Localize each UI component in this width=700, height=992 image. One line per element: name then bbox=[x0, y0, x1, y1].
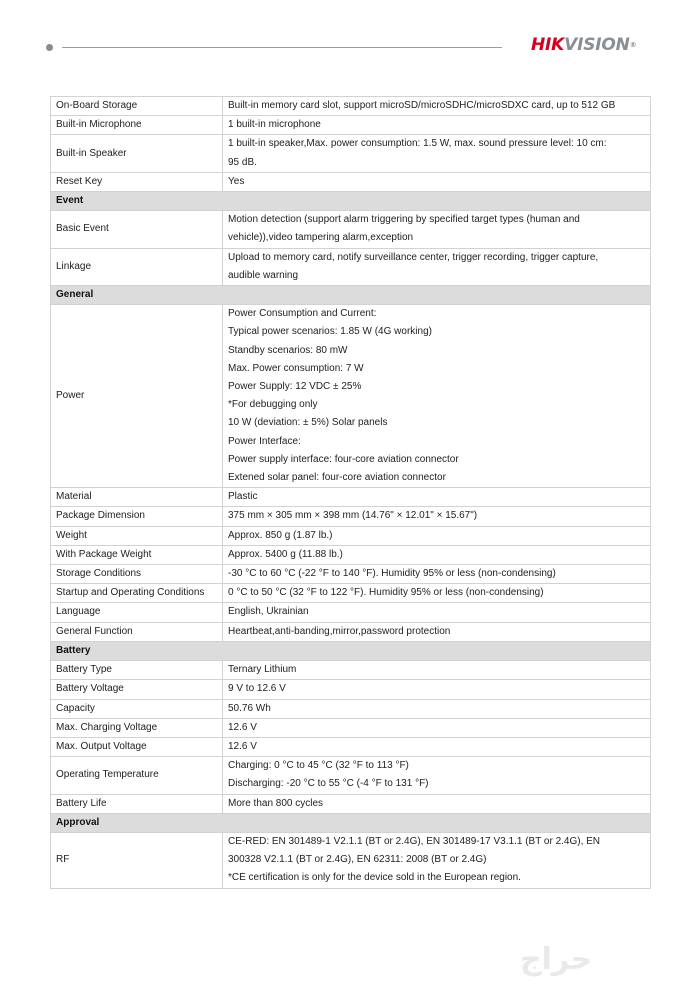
spec-value-line: 300328 V2.1.1 (BT or 2.4G), EN 62311: 2008 (BT or 2.4G) bbox=[228, 854, 487, 866]
spec-value bbox=[223, 172, 651, 191]
spec-value-line: -30 °C to 60 °C (-22 °F to 140 °F). Humidity 95% or less (non-condensing) bbox=[228, 568, 556, 580]
header-rule bbox=[62, 47, 502, 48]
logo-vision: VISION bbox=[564, 35, 630, 55]
spec-value bbox=[223, 699, 651, 718]
spec-value-line: Motion detection (support alarm triggering by specified target types (human and bbox=[228, 214, 580, 226]
spec-value-line: Power supply interface: four-core aviation connector bbox=[228, 453, 459, 465]
spec-value-line: vehicle)),video tampering alarm,exception bbox=[228, 232, 414, 244]
logo-registered: ® bbox=[629, 41, 637, 49]
spec-value-line: Approx. 5400 g (11.88 lb.) bbox=[228, 548, 343, 560]
spec-value-line: Yes bbox=[228, 175, 245, 187]
spec-value bbox=[223, 603, 651, 622]
spec-label: Battery Life bbox=[51, 794, 223, 813]
spec-value bbox=[223, 622, 651, 641]
spec-value bbox=[223, 832, 651, 888]
section-title: Battery bbox=[51, 641, 651, 660]
spec-value bbox=[223, 488, 651, 507]
spec-label: General Function bbox=[51, 622, 223, 641]
spec-row bbox=[51, 584, 651, 603]
spec-label: Operating Temperature bbox=[51, 757, 223, 794]
spec-label: Capacity bbox=[51, 699, 223, 718]
logo-hik: HIK bbox=[531, 35, 565, 55]
spec-value-line: Power Consumption and Current: bbox=[228, 308, 377, 320]
spec-value-line: Approx. 850 g (1.87 lb.) bbox=[228, 529, 333, 541]
spec-value-line: Extened solar panel: four-core aviation connector bbox=[228, 472, 446, 484]
spec-value bbox=[223, 116, 651, 135]
spec-value-line: 9 V to 12.6 V bbox=[228, 683, 286, 695]
header-dot bbox=[46, 44, 53, 51]
spec-value bbox=[223, 97, 651, 116]
spec-value-line: 12.6 V bbox=[228, 721, 257, 733]
spec-label: Startup and Operating Conditions bbox=[51, 584, 223, 603]
spec-row bbox=[51, 248, 651, 285]
spec-value-line: Standby scenarios: 80 mW bbox=[228, 344, 348, 356]
spec-label: Linkage bbox=[51, 248, 223, 285]
spec-value bbox=[223, 565, 651, 584]
haraj-watermark: حراج bbox=[520, 942, 593, 977]
spec-label: Language bbox=[51, 603, 223, 622]
spec-value bbox=[223, 526, 651, 545]
spec-value-line: *CE certification is only for the device sold in the European region. bbox=[228, 872, 521, 884]
spec-value-line: Power Supply: 12 VDC ± 25% bbox=[228, 381, 362, 393]
spec-label: Reset Key bbox=[51, 172, 223, 191]
spec-label: Weight bbox=[51, 526, 223, 545]
spec-row bbox=[51, 172, 651, 191]
spec-value-line: English, Ukrainian bbox=[228, 606, 309, 618]
spec-value bbox=[223, 135, 651, 172]
spec-row bbox=[51, 661, 651, 680]
spec-row bbox=[51, 97, 651, 116]
spec-value-line: Heartbeat,anti-banding,mirror,password protection bbox=[228, 625, 451, 637]
spec-row bbox=[51, 718, 651, 737]
spec-row bbox=[51, 545, 651, 564]
spec-value-line: Typical power scenarios: 1.85 W (4G working) bbox=[228, 326, 432, 338]
spec-row bbox=[51, 680, 651, 699]
section-title: Event bbox=[51, 192, 651, 211]
spec-value-line: 1 built-in speaker,Max. power consumption: 1.5 W, max. sound pressure level: 10 cm: bbox=[228, 138, 607, 150]
spec-value-line: Built-in memory card slot, support microSD/microSDHC/microSDXC card, up to 512 GB bbox=[228, 100, 616, 111]
spec-value bbox=[223, 545, 651, 564]
spec-value-line: 95 dB. bbox=[228, 156, 257, 168]
section-header bbox=[51, 641, 651, 660]
spec-table bbox=[50, 96, 651, 889]
section-title: General bbox=[51, 286, 651, 305]
spec-label: On-Board Storage bbox=[51, 97, 223, 116]
spec-label: Power bbox=[51, 305, 223, 488]
spec-value bbox=[223, 680, 651, 699]
spec-label: With Package Weight bbox=[51, 545, 223, 564]
spec-value-line: Plastic bbox=[228, 491, 258, 503]
spec-row bbox=[51, 305, 651, 488]
spec-row bbox=[51, 757, 651, 794]
spec-row bbox=[51, 699, 651, 718]
spec-value-line: 0 °C to 50 °C (32 °F to 122 °F). Humidity 95% or less (non-condensing) bbox=[228, 587, 544, 599]
spec-value-line: *For debugging only bbox=[228, 399, 318, 411]
spec-value-line: 1 built-in microphone bbox=[228, 119, 321, 131]
spec-value bbox=[223, 757, 651, 794]
spec-row bbox=[51, 116, 651, 135]
spec-row bbox=[51, 603, 651, 622]
spec-value bbox=[223, 794, 651, 813]
section-header bbox=[51, 813, 651, 832]
spec-row bbox=[51, 832, 651, 888]
spec-label: Package Dimension bbox=[51, 507, 223, 526]
spec-label: Battery Type bbox=[51, 661, 223, 680]
hikvision-logo bbox=[531, 34, 636, 56]
spec-value-line: 375 mm × 305 mm × 398 mm (14.76" × 12.01" × 15.67") bbox=[228, 510, 478, 522]
spec-row bbox=[51, 135, 651, 172]
spec-value bbox=[223, 248, 651, 285]
spec-row bbox=[51, 526, 651, 545]
spec-row bbox=[51, 737, 651, 756]
section-header bbox=[51, 286, 651, 305]
spec-label: Storage Conditions bbox=[51, 565, 223, 584]
spec-label: Built-in Speaker bbox=[51, 135, 223, 172]
spec-value-line: Ternary Lithium bbox=[228, 664, 297, 676]
section-title: Approval bbox=[51, 813, 651, 832]
spec-value-line: 50.76 Wh bbox=[228, 702, 271, 714]
spec-label: RF bbox=[51, 832, 223, 888]
spec-value-line: More than 800 cycles bbox=[228, 797, 324, 809]
spec-row bbox=[51, 507, 651, 526]
spec-value-line: Max. Power consumption: 7 W bbox=[228, 362, 364, 374]
spec-label: Max. Output Voltage bbox=[51, 737, 223, 756]
spec-row bbox=[51, 488, 651, 507]
spec-value bbox=[223, 305, 651, 488]
spec-value-line: 10 W (deviation: ± 5%) Solar panels bbox=[228, 417, 388, 429]
section-header bbox=[51, 192, 651, 211]
spec-row bbox=[51, 622, 651, 641]
spec-value-line: audible warning bbox=[228, 269, 299, 281]
spec-row bbox=[51, 211, 651, 248]
spec-table-body bbox=[51, 97, 651, 889]
spec-label: Battery Voltage bbox=[51, 680, 223, 699]
spec-row bbox=[51, 565, 651, 584]
spec-value-line: Discharging: -20 °C to 55 °C (-4 °F to 131 °F) bbox=[228, 778, 429, 790]
spec-label: Built-in Microphone bbox=[51, 116, 223, 135]
spec-value-line: 12.6 V bbox=[228, 740, 257, 752]
spec-value-line: Charging: 0 °C to 45 °C (32 °F to 113 °F) bbox=[228, 760, 409, 772]
spec-row bbox=[51, 794, 651, 813]
spec-value bbox=[223, 211, 651, 248]
spec-value bbox=[223, 507, 651, 526]
spec-value bbox=[223, 737, 651, 756]
spec-label: Basic Event bbox=[51, 211, 223, 248]
spec-value bbox=[223, 661, 651, 680]
spec-label: Material bbox=[51, 488, 223, 507]
spec-value-line: CE-RED: EN 301489-1 V2.1.1 (BT or 2.4G), EN 301489-17 V3.1.1 (BT or 2.4G), EN bbox=[228, 835, 601, 847]
spec-value-line: Upload to memory card, notify surveillance center, trigger recording, trigger capture, bbox=[228, 251, 599, 263]
spec-value bbox=[223, 718, 651, 737]
spec-value-line: Power Interface: bbox=[228, 435, 301, 447]
spec-value bbox=[223, 584, 651, 603]
spec-label: Max. Charging Voltage bbox=[51, 718, 223, 737]
